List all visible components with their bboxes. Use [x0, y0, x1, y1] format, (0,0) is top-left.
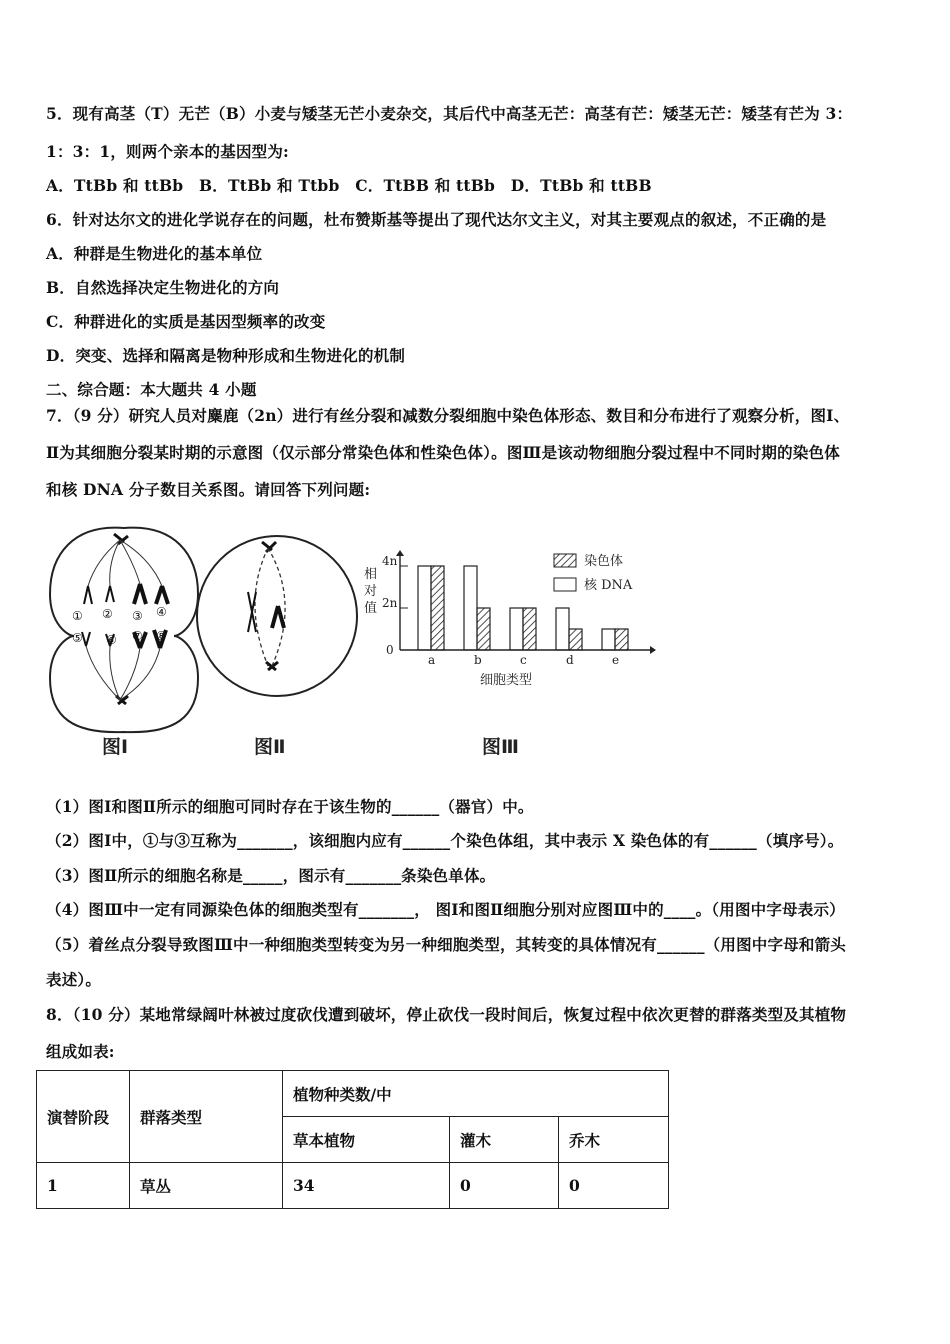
chart-ylabel-3: 值 — [364, 601, 378, 616]
chart-ytick-4n: 4n — [382, 554, 398, 568]
x-tick-a: a — [428, 653, 436, 667]
figure-2-cell — [192, 532, 362, 702]
legend-dna: 核 DNA — [584, 578, 633, 593]
x-tick-b: b — [474, 653, 482, 667]
bar-dna-b — [464, 566, 477, 650]
q7-sub3: （3）图Ⅱ所示的细胞名称是_____，图示有_______条染色单体。 — [46, 866, 496, 885]
q7-stem-line3: 和核 DNA 分子数目关系图。请回答下列问题: — [46, 480, 371, 499]
figure-3-chart — [358, 550, 668, 700]
q7-stem-line2: Ⅱ为其细胞分裂某时期的示意图（仅示部分常染色体和性染色体）。图Ⅲ是该动物细胞分裂过程中不同时期的染色体 — [46, 443, 840, 462]
fig1-label-5: ⑤ — [72, 631, 83, 645]
th-stage: 演替阶段 — [37, 1071, 130, 1163]
q7-figures — [40, 520, 680, 770]
q8-stem-line2: 组成如表: — [46, 1042, 115, 1061]
cell-tree: 0 — [559, 1163, 669, 1209]
chart-ylabel-1: 相 — [364, 567, 378, 582]
fig1-label-1: ① — [72, 609, 83, 623]
q7-sub2: （2）图Ⅰ中，①与③互称为_______，该细胞内应有______个染色体组，其中表示 X 染色体的有______（填序号）。 — [46, 831, 844, 850]
bar-chromosome-b — [477, 608, 490, 650]
cell-shrub: 0 — [450, 1163, 559, 1209]
q8-stem-line1: 8．（10 分）某地常绿阔叶林被过度砍伐遭到破坏，停止砍伐一段时间后，恢复过程中依次更替的群落类型及其植物 — [46, 1005, 847, 1024]
figure-1-caption: 图Ⅰ — [102, 736, 129, 758]
x-tick-d: d — [566, 653, 574, 667]
succession-table — [36, 1070, 669, 1209]
q7-sub1: （1）图Ⅰ和图Ⅱ所示的细胞可同时存在于该生物的______（器官）中。 — [46, 797, 534, 816]
fig1-label-7: ⑦ — [132, 629, 143, 643]
legend-swatch-chromosome — [554, 554, 576, 567]
x-tick-e: e — [612, 653, 620, 667]
fig1-label-2: ② — [102, 607, 113, 621]
bar-dna-e — [602, 629, 615, 650]
fig1-label-4: ④ — [156, 605, 167, 619]
th-shrub: 灌木 — [450, 1117, 559, 1163]
fig1-label-8: ⑧ — [156, 629, 167, 643]
bar-chromosome-c — [523, 608, 536, 650]
th-herb: 草本植物 — [283, 1117, 450, 1163]
bar-chromosome-a — [431, 566, 444, 650]
bar-chromosome-d — [569, 629, 582, 650]
chart-ylabel-2: 对 — [364, 584, 378, 599]
figure-3-caption: 图Ⅲ — [482, 736, 519, 758]
q5-stem-line2: 1：3：1，则两个亲本的基因型为: — [46, 142, 289, 161]
q6-stem: 6．针对达尔文的进化学说存在的问题，杜布赞斯基等提出了现代达尔文主义，对其主要观点的叙述，不正确的是 — [46, 210, 827, 229]
chart-xlabel: 细胞类型 — [480, 673, 533, 688]
th-community-type: 群落类型 — [130, 1071, 283, 1163]
table-row — [37, 1163, 669, 1209]
q7-sub5-line1: （5）着丝点分裂导致图Ⅲ中一种细胞类型转变为另一种细胞类型，其转变的具体情况有______（用图中字母和箭头 — [46, 935, 846, 954]
q6-option-a: A．种群是生物进化的基本单位 — [46, 244, 263, 263]
figure-2-caption: 图Ⅱ — [254, 736, 286, 758]
chart-ytick-2n: 2n — [382, 596, 398, 610]
q7-sub4: （4）图Ⅲ中一定有同源染色体的细胞类型有_______， 图Ⅰ和图Ⅱ细胞分别对应图Ⅲ中的____。（用图中字母表示） — [46, 900, 845, 919]
x-tick-c: c — [520, 653, 527, 667]
bar-dna-c — [510, 608, 523, 650]
figure-1-cell — [44, 524, 204, 736]
q5-stem-line1: 5．现有高茎（T）无芒（B）小麦与矮茎无芒小麦杂交，其后代中高茎无芒：高茎有芒：矮茎无芒：矮茎有芒为 3： — [46, 104, 853, 123]
cell-stage: 1 — [37, 1163, 130, 1209]
q5-options: A．TtBb 和 ttBb B．TtBb 和 Ttbb C．TtBB 和 ttBb D．TtBb 和 ttBB — [46, 176, 652, 195]
cell-herb: 34 — [283, 1163, 450, 1209]
cell-type: 草丛 — [130, 1163, 283, 1209]
section-2-heading: 二、综合题：本大题共 4 小题 — [46, 380, 257, 399]
fig1-label-3: ③ — [132, 609, 143, 623]
q6-option-c: C．种群进化的实质是基因型频率的改变 — [46, 312, 326, 331]
legend-swatch-dna — [554, 578, 576, 591]
chart-ytick-0: 0 — [386, 643, 394, 657]
q6-option-d: D．突变、选择和隔离是物种形成和生物进化的机制 — [46, 346, 406, 365]
bar-dna-d — [556, 608, 569, 650]
bar-chromosome-e — [615, 629, 628, 650]
fig1-label-6: ⑥ — [106, 633, 117, 647]
q7-stem-line1: 7．（9 分）研究人员对麋鹿（2n）进行有丝分裂和减数分裂细胞中染色体形态、数目和分布进行了观察分析，图Ⅰ、 — [46, 406, 850, 425]
q6-option-b: B．自然选择决定生物进化的方向 — [46, 278, 280, 297]
bar-dna-a — [418, 566, 431, 650]
th-species-count: 植物种类数/中 — [283, 1071, 669, 1117]
th-tree: 乔木 — [559, 1117, 669, 1163]
q7-sub5-line2: 表述）。 — [46, 970, 102, 989]
legend-chromosome: 染色体 — [584, 554, 624, 569]
